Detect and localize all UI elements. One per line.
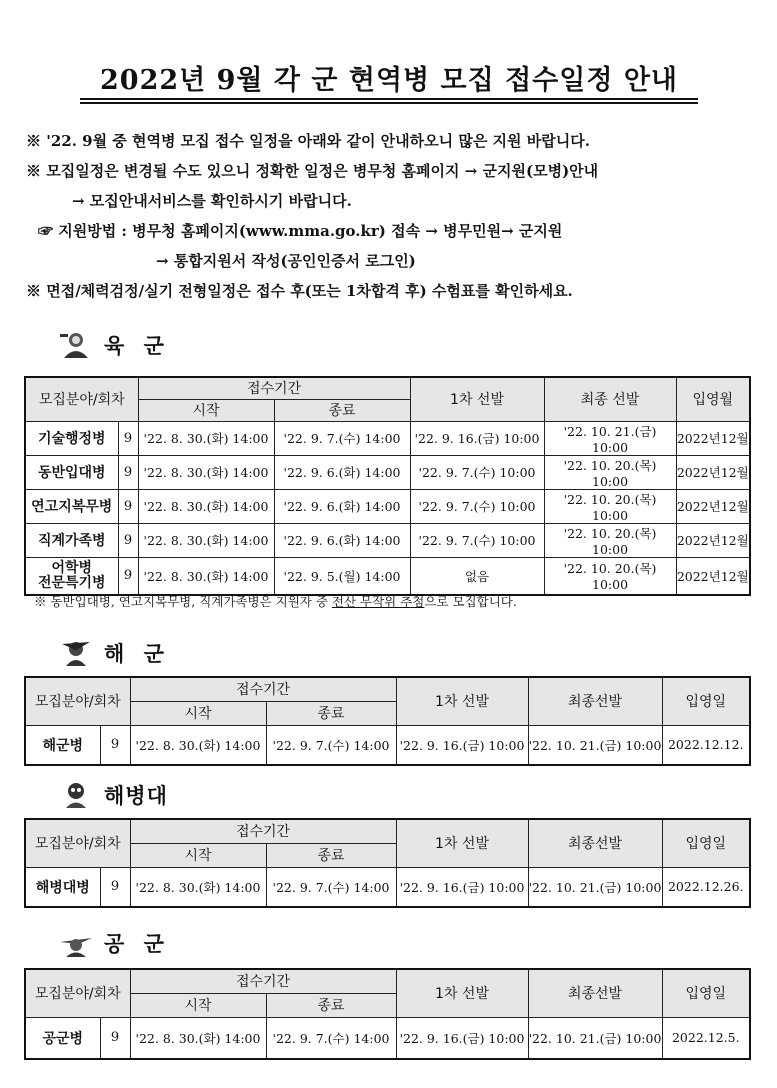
- row-start: '22. 8. 30.(화) 14:00: [138, 421, 274, 455]
- army-title: 육 군: [104, 334, 170, 358]
- row-field: 기술행정병: [25, 421, 118, 455]
- row-start: '22. 8. 30.(화) 14:00: [138, 557, 274, 595]
- marines-schedule-table: [24, 818, 751, 908]
- table-row: [25, 1017, 750, 1059]
- notice-line: ※ '22. 9월 중 현역병 모집 접수 일정을 아래와 같이 안내하오니 많은 지원 바랍니다.: [26, 132, 590, 150]
- table-row: [25, 867, 750, 907]
- row-first: '22. 9. 7.(수) 10:00: [410, 489, 544, 523]
- army-schedule-table: [24, 376, 751, 596]
- row-field: 연고지복무병: [25, 489, 118, 523]
- table-row: [25, 523, 750, 557]
- title-underline-2: [80, 102, 698, 104]
- row-enlist: 2022.12.26.: [662, 867, 750, 907]
- table-row: [25, 725, 750, 765]
- row-field: 동반입대병: [25, 455, 118, 489]
- row-end: '22. 9. 7.(수) 14:00: [266, 1017, 396, 1059]
- notice-line: → 통합지원서 작성(공인인증서 로그인): [156, 252, 416, 270]
- row-first: '22. 9. 16.(금) 10:00: [396, 725, 528, 765]
- header-first: 1차 선발: [396, 819, 528, 867]
- page-title: 2022년 9월 각 군 현역병 모집 접수일정 안내: [100, 65, 678, 96]
- mascot-marines-icon: [58, 780, 94, 810]
- table-row: [25, 421, 750, 455]
- row-field: 해군병: [25, 725, 100, 765]
- marines-title: 해병대: [104, 784, 168, 808]
- row-first: '22. 9. 16.(금) 10:00: [396, 867, 528, 907]
- row-field: 어학병 전문특기병: [25, 557, 118, 595]
- row-end: '22. 9. 6.(화) 14:00: [274, 489, 410, 523]
- header-first: 1차 선발: [410, 377, 544, 421]
- row-round: 9: [118, 557, 138, 595]
- notice-line: ※ 면접/체력검정/실기 전형일정은 접수 후(또는 1차합격 후) 수험표를 확인하세요.: [26, 282, 573, 300]
- row-first: '22. 9. 16.(금) 10:00: [396, 1017, 528, 1059]
- header-field: 모집분야/회차: [25, 377, 138, 421]
- footnote-underlined: 전산 무작위 추첨: [331, 594, 425, 609]
- header-end: 종료: [266, 701, 396, 725]
- row-end: '22. 9. 7.(수) 14:00: [274, 421, 410, 455]
- row-round: 9: [100, 867, 130, 907]
- header-start: 시작: [130, 843, 266, 867]
- row-final: '22. 10. 21.(금) 10:00: [528, 867, 662, 907]
- navy-title: 해 군: [104, 642, 170, 666]
- army-section-heading: [58, 330, 170, 360]
- row-round: 9: [118, 455, 138, 489]
- header-start: 시작: [130, 993, 266, 1017]
- header-period: 접수기간: [130, 677, 396, 701]
- row-start: '22. 8. 30.(화) 14:00: [138, 489, 274, 523]
- row-start: '22. 8. 30.(화) 14:00: [130, 725, 266, 765]
- row-start: '22. 8. 30.(화) 14:00: [138, 523, 274, 557]
- header-field: 모집분야/회차: [25, 969, 130, 1017]
- row-end: '22. 9. 6.(화) 14:00: [274, 523, 410, 557]
- row-final: '22. 10. 20.(목) 10:00: [544, 489, 676, 523]
- army-footnote: [34, 592, 517, 610]
- header-first: 1차 선발: [396, 677, 528, 725]
- notice-line: ☞ 지원방법 : 병무청 홈페이지(www.mma.go.kr) 접속 → 병무민원→ 군지원: [38, 222, 563, 240]
- table-row: [25, 557, 750, 595]
- header-period: 접수기간: [130, 969, 396, 993]
- row-final: '22. 10. 21.(금) 10:00: [528, 1017, 662, 1059]
- row-start: '22. 8. 30.(화) 14:00: [130, 1017, 266, 1059]
- header-final: 최종선발: [528, 969, 662, 1017]
- header-start: 시작: [130, 701, 266, 725]
- row-final: '22. 10. 21.(금) 10:00: [544, 421, 676, 455]
- row-enlist: 2022년12월: [676, 455, 750, 489]
- header-final: 최종선발: [528, 677, 662, 725]
- row-enlist: 2022.12.5.: [662, 1017, 750, 1059]
- navy-section-heading: [58, 638, 170, 668]
- row-first: '22. 9. 7.(수) 10:00: [410, 455, 544, 489]
- header-enlist: 입영월: [676, 377, 750, 421]
- mascot-army-icon: [58, 330, 94, 360]
- row-start: '22. 8. 30.(화) 14:00: [130, 867, 266, 907]
- row-first: 없음: [410, 557, 544, 595]
- row-enlist: 2022년12월: [676, 523, 750, 557]
- footnote-text: ※ 동반입대병, 연고지복무병, 직계가족병은 지원자 중: [34, 594, 332, 609]
- header-final: 최종선발: [528, 819, 662, 867]
- header-enlist: 입영일: [662, 969, 750, 1017]
- row-final: '22. 10. 20.(목) 10:00: [544, 523, 676, 557]
- header-end: 종료: [274, 399, 410, 421]
- row-round: 9: [118, 523, 138, 557]
- row-start: '22. 8. 30.(화) 14:00: [138, 455, 274, 489]
- row-end: '22. 9. 5.(월) 14:00: [274, 557, 410, 595]
- airforce-schedule-table: [24, 968, 751, 1060]
- mascot-navy-icon: [58, 638, 94, 668]
- header-enlist: 입영일: [662, 677, 750, 725]
- header-end: 종료: [266, 843, 396, 867]
- header-first: 1차 선발: [396, 969, 528, 1017]
- marines-section-heading: [58, 780, 168, 810]
- row-first: '22. 9. 16.(금) 10:00: [410, 421, 544, 455]
- table-row: [25, 455, 750, 489]
- header-field: 모집분야/회차: [25, 677, 130, 725]
- header-period: 접수기간: [130, 819, 396, 843]
- row-field: 공군병: [25, 1017, 100, 1059]
- header-enlist: 입영일: [662, 819, 750, 867]
- row-field: 해병대병: [25, 867, 100, 907]
- airforce-section-heading: [58, 928, 170, 958]
- header-end: 종료: [266, 993, 396, 1017]
- row-round: 9: [118, 421, 138, 455]
- row-final: '22. 10. 21.(금) 10:00: [528, 725, 662, 765]
- title-underline: [80, 98, 698, 100]
- airforce-title: 공 군: [104, 932, 170, 956]
- row-field: 직계가족병: [25, 523, 118, 557]
- row-first: '22. 9. 7.(수) 10:00: [410, 523, 544, 557]
- row-round: 9: [100, 1017, 130, 1059]
- row-final: '22. 10. 20.(목) 10:00: [544, 455, 676, 489]
- row-end: '22. 9. 7.(수) 14:00: [266, 725, 396, 765]
- row-enlist: 2022년12월: [676, 421, 750, 455]
- row-enlist: 2022.12.12.: [662, 725, 750, 765]
- row-enlist: 2022년12월: [676, 489, 750, 523]
- header-final: 최종 선발: [544, 377, 676, 421]
- notice-line: → 모집안내서비스를 확인하시기 바랍니다.: [72, 192, 352, 210]
- header-field: 모집분야/회차: [25, 819, 130, 867]
- row-round: 9: [100, 725, 130, 765]
- row-enlist: 2022년12월: [676, 557, 750, 595]
- row-final: '22. 10. 20.(목) 10:00: [544, 557, 676, 595]
- notice-list: [26, 126, 766, 306]
- mascot-airforce-icon: [58, 928, 94, 958]
- row-end: '22. 9. 7.(수) 14:00: [266, 867, 396, 907]
- table-row: [25, 489, 750, 523]
- row-end: '22. 9. 6.(화) 14:00: [274, 455, 410, 489]
- row-round: 9: [118, 489, 138, 523]
- header-period: 접수기간: [138, 377, 410, 399]
- footnote-text: 으로 모집합니다.: [424, 594, 517, 609]
- notice-line: ※ 모집일정은 변경될 수도 있으니 정확한 일정은 병무청 홈페이지 → 군지원(모병)안내: [26, 162, 599, 180]
- navy-schedule-table: [24, 676, 751, 766]
- header-start: 시작: [138, 399, 274, 421]
